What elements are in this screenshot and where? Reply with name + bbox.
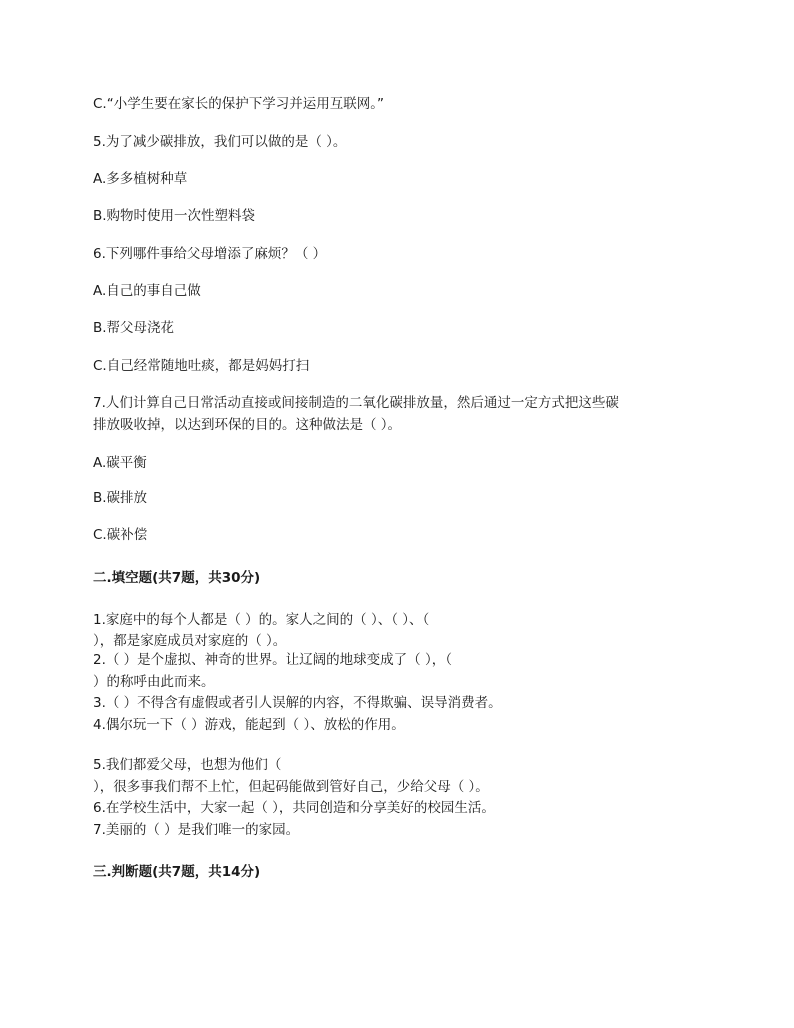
fill4: 4.偶尔玩一下（ ）游戏，能起到（ ）、放松的作用。 xyxy=(93,717,405,733)
fill7: 7.美丽的（ ）是我们唯一的家园。 xyxy=(93,822,300,838)
q5-option-a: A.多多植树种草 xyxy=(93,171,188,187)
fill5-line2: ），很多事我们帮不上忙，但起码能做到管好自己，少给父母（ ）。 xyxy=(93,779,489,795)
fill6: 6.在学校生活中，大家一起（ ），共同创造和分享美好的校园生活。 xyxy=(93,800,495,816)
fill1-line1: 1.家庭中的每个人都是（ ）的。家人之间的（ ）、（ ）、（ xyxy=(93,612,430,628)
q7-option-c: C.碳补偿 xyxy=(93,527,148,543)
q7-stem-line2: 排放吸收掉，以达到环保的目的。这种做法是（ ）。 xyxy=(93,417,402,433)
q5-option-b: B.购物时使用一次性塑料袋 xyxy=(93,208,256,224)
fill2-line1: 2.（ ）是个虚拟、神奇的世界。让辽阔的地球变成了（ ），（ xyxy=(93,652,452,668)
fill3: 3.（ ）不得含有虚假或者引人误解的内容，不得欺骗、误导消费者。 xyxy=(93,695,502,711)
fill1-line2: ），都是家庭成员对家庭的（ ）。 xyxy=(93,633,287,649)
q7-stem-line1: 7.人们计算自己日常活动直接或间接制造的二氧化碳排放量，然后通过一定方式把这些碳 xyxy=(93,395,619,411)
section3-title: 三.判断题(共7题，共14分) xyxy=(93,864,261,880)
q7-option-a: A.碳平衡 xyxy=(93,455,147,471)
q6-option-a: A.自己的事自己做 xyxy=(93,283,201,299)
q6-option-c: C.自己经常随地吐痰，都是妈妈打扫 xyxy=(93,358,310,374)
q4-option-c: C.“小学生要在家长的保护下学习并运用互联网。” xyxy=(93,96,384,112)
q6-option-b: B.帮父母浇花 xyxy=(93,320,175,336)
q5-stem: 5.为了减少碳排放，我们可以做的是（ ）。 xyxy=(93,134,347,150)
fill5-line1: 5.我们都爱父母，也想为他们（ xyxy=(93,757,282,773)
section2-title: 二.填空题(共7题，共30分) xyxy=(93,570,261,586)
fill2-line2: ）的称呼由此而来。 xyxy=(93,674,215,690)
q6-stem: 6.下列哪件事给父母增添了麻烦？（ ） xyxy=(93,246,327,262)
q7-option-b: B.碳排放 xyxy=(93,490,148,506)
